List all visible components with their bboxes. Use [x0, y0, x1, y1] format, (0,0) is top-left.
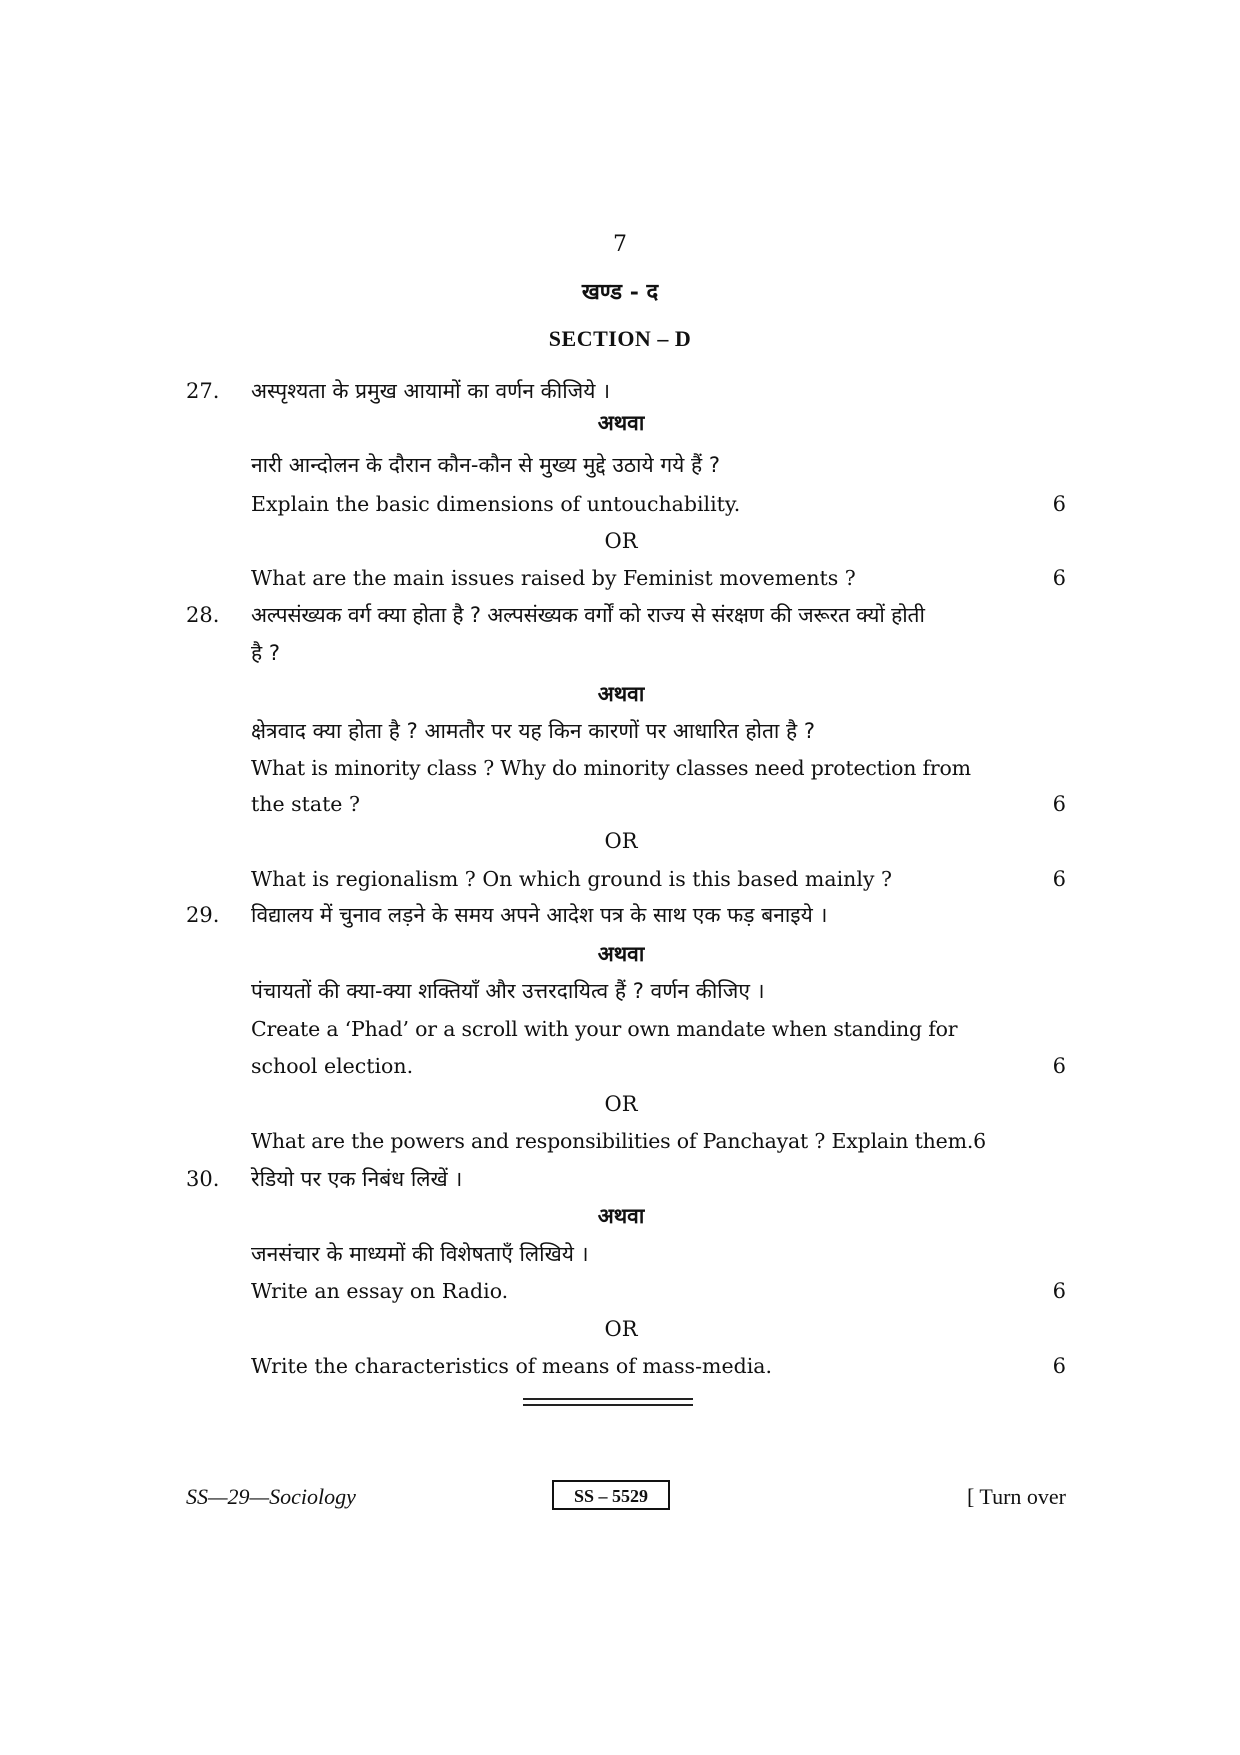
question-hindi-alt: नारी आन्दोलन के दौरान कौन-कौन से मुख्य मुद्दे उठाये गये हैं ?	[251, 453, 720, 477]
question-hindi-alt: जनसंचार के माध्यमों की विशेषताएँ लिखिये ।	[251, 1242, 589, 1266]
or-english: OR	[604, 1317, 638, 1341]
end-rule-bottom	[523, 1404, 693, 1406]
question-hindi: रेडियो पर एक निबंध लिखें ।	[251, 1167, 463, 1191]
question-english-alt: What are the main issues raised by Feminist movements ?	[251, 566, 856, 590]
marks: 6	[1052, 1354, 1066, 1378]
question-english-cont: school election.	[251, 1054, 414, 1078]
footer-subject: SS—29—Sociology	[186, 1484, 356, 1509]
section-title-english: SECTION – D	[548, 326, 692, 351]
or-hindi: अथवा	[597, 682, 645, 706]
question-number: 28.	[186, 603, 220, 627]
or-english: OR	[604, 829, 638, 853]
question-english-alt: Write the characteristics of means of mass-media.	[251, 1354, 772, 1378]
or-english: OR	[604, 529, 638, 553]
question-english-cont: the state ?	[251, 792, 360, 816]
question-number: 30.	[186, 1167, 220, 1191]
question-english: Write an essay on Radio.	[251, 1279, 509, 1303]
marks: 6	[1052, 867, 1066, 891]
page-number: 7	[613, 232, 627, 257]
or-hindi: अथवा	[597, 942, 645, 966]
question-english: What is minority class ? Why do minority classes need protection from	[251, 756, 971, 780]
question-hindi-alt: पंचायतों की क्या-क्या शक्तियाँ और उत्तरदायित्व हैं ? वर्णन कीजिए ।	[251, 979, 765, 1003]
marks: 6	[1052, 566, 1066, 590]
end-rule-top	[523, 1398, 693, 1400]
question-number: 27.	[186, 379, 220, 403]
or-hindi: अथवा	[597, 411, 645, 435]
question-number: 29.	[186, 903, 220, 927]
question-english: Create a ‘Phad’ or a scroll with your own mandate when standing for	[251, 1017, 958, 1041]
footer-turn-over: [ Turn over	[966, 1484, 1066, 1509]
question-hindi: अस्पृश्यता के प्रमुख आयामों का वर्णन कीजिये ।	[251, 379, 611, 403]
question-english-alt: What are the powers and responsibilities of Panchayat ? Explain them.6	[251, 1129, 986, 1153]
or-hindi: अथवा	[597, 1204, 645, 1228]
question-english-alt: What is regionalism ? On which ground is this based mainly ?	[251, 867, 892, 891]
question-english: Explain the basic dimensions of untouchability.	[251, 492, 741, 516]
question-hindi-cont: है ?	[251, 641, 280, 665]
marks: 6	[1052, 792, 1066, 816]
footer-paper-code: SS – 5529	[552, 1480, 670, 1510]
section-title-hindi: खण्ड - द	[581, 279, 659, 305]
question-hindi: अल्पसंख्यक वर्ग क्या होता है ? अल्पसंख्यक वर्गों को राज्य से संरक्षण की जरूरत क्यों होती	[251, 603, 925, 627]
or-english: OR	[604, 1092, 638, 1116]
marks: 6	[1052, 492, 1066, 516]
marks: 6	[1052, 1279, 1066, 1303]
marks: 6	[1052, 1054, 1066, 1078]
question-hindi-alt: क्षेत्रवाद क्या होता है ? आमतौर पर यह किन कारणों पर आधारित होता है ?	[251, 719, 816, 743]
question-hindi: विद्यालय में चुनाव लड़ने के समय अपने आदेश पत्र के साथ एक फड़ बनाइये ।	[251, 903, 828, 927]
